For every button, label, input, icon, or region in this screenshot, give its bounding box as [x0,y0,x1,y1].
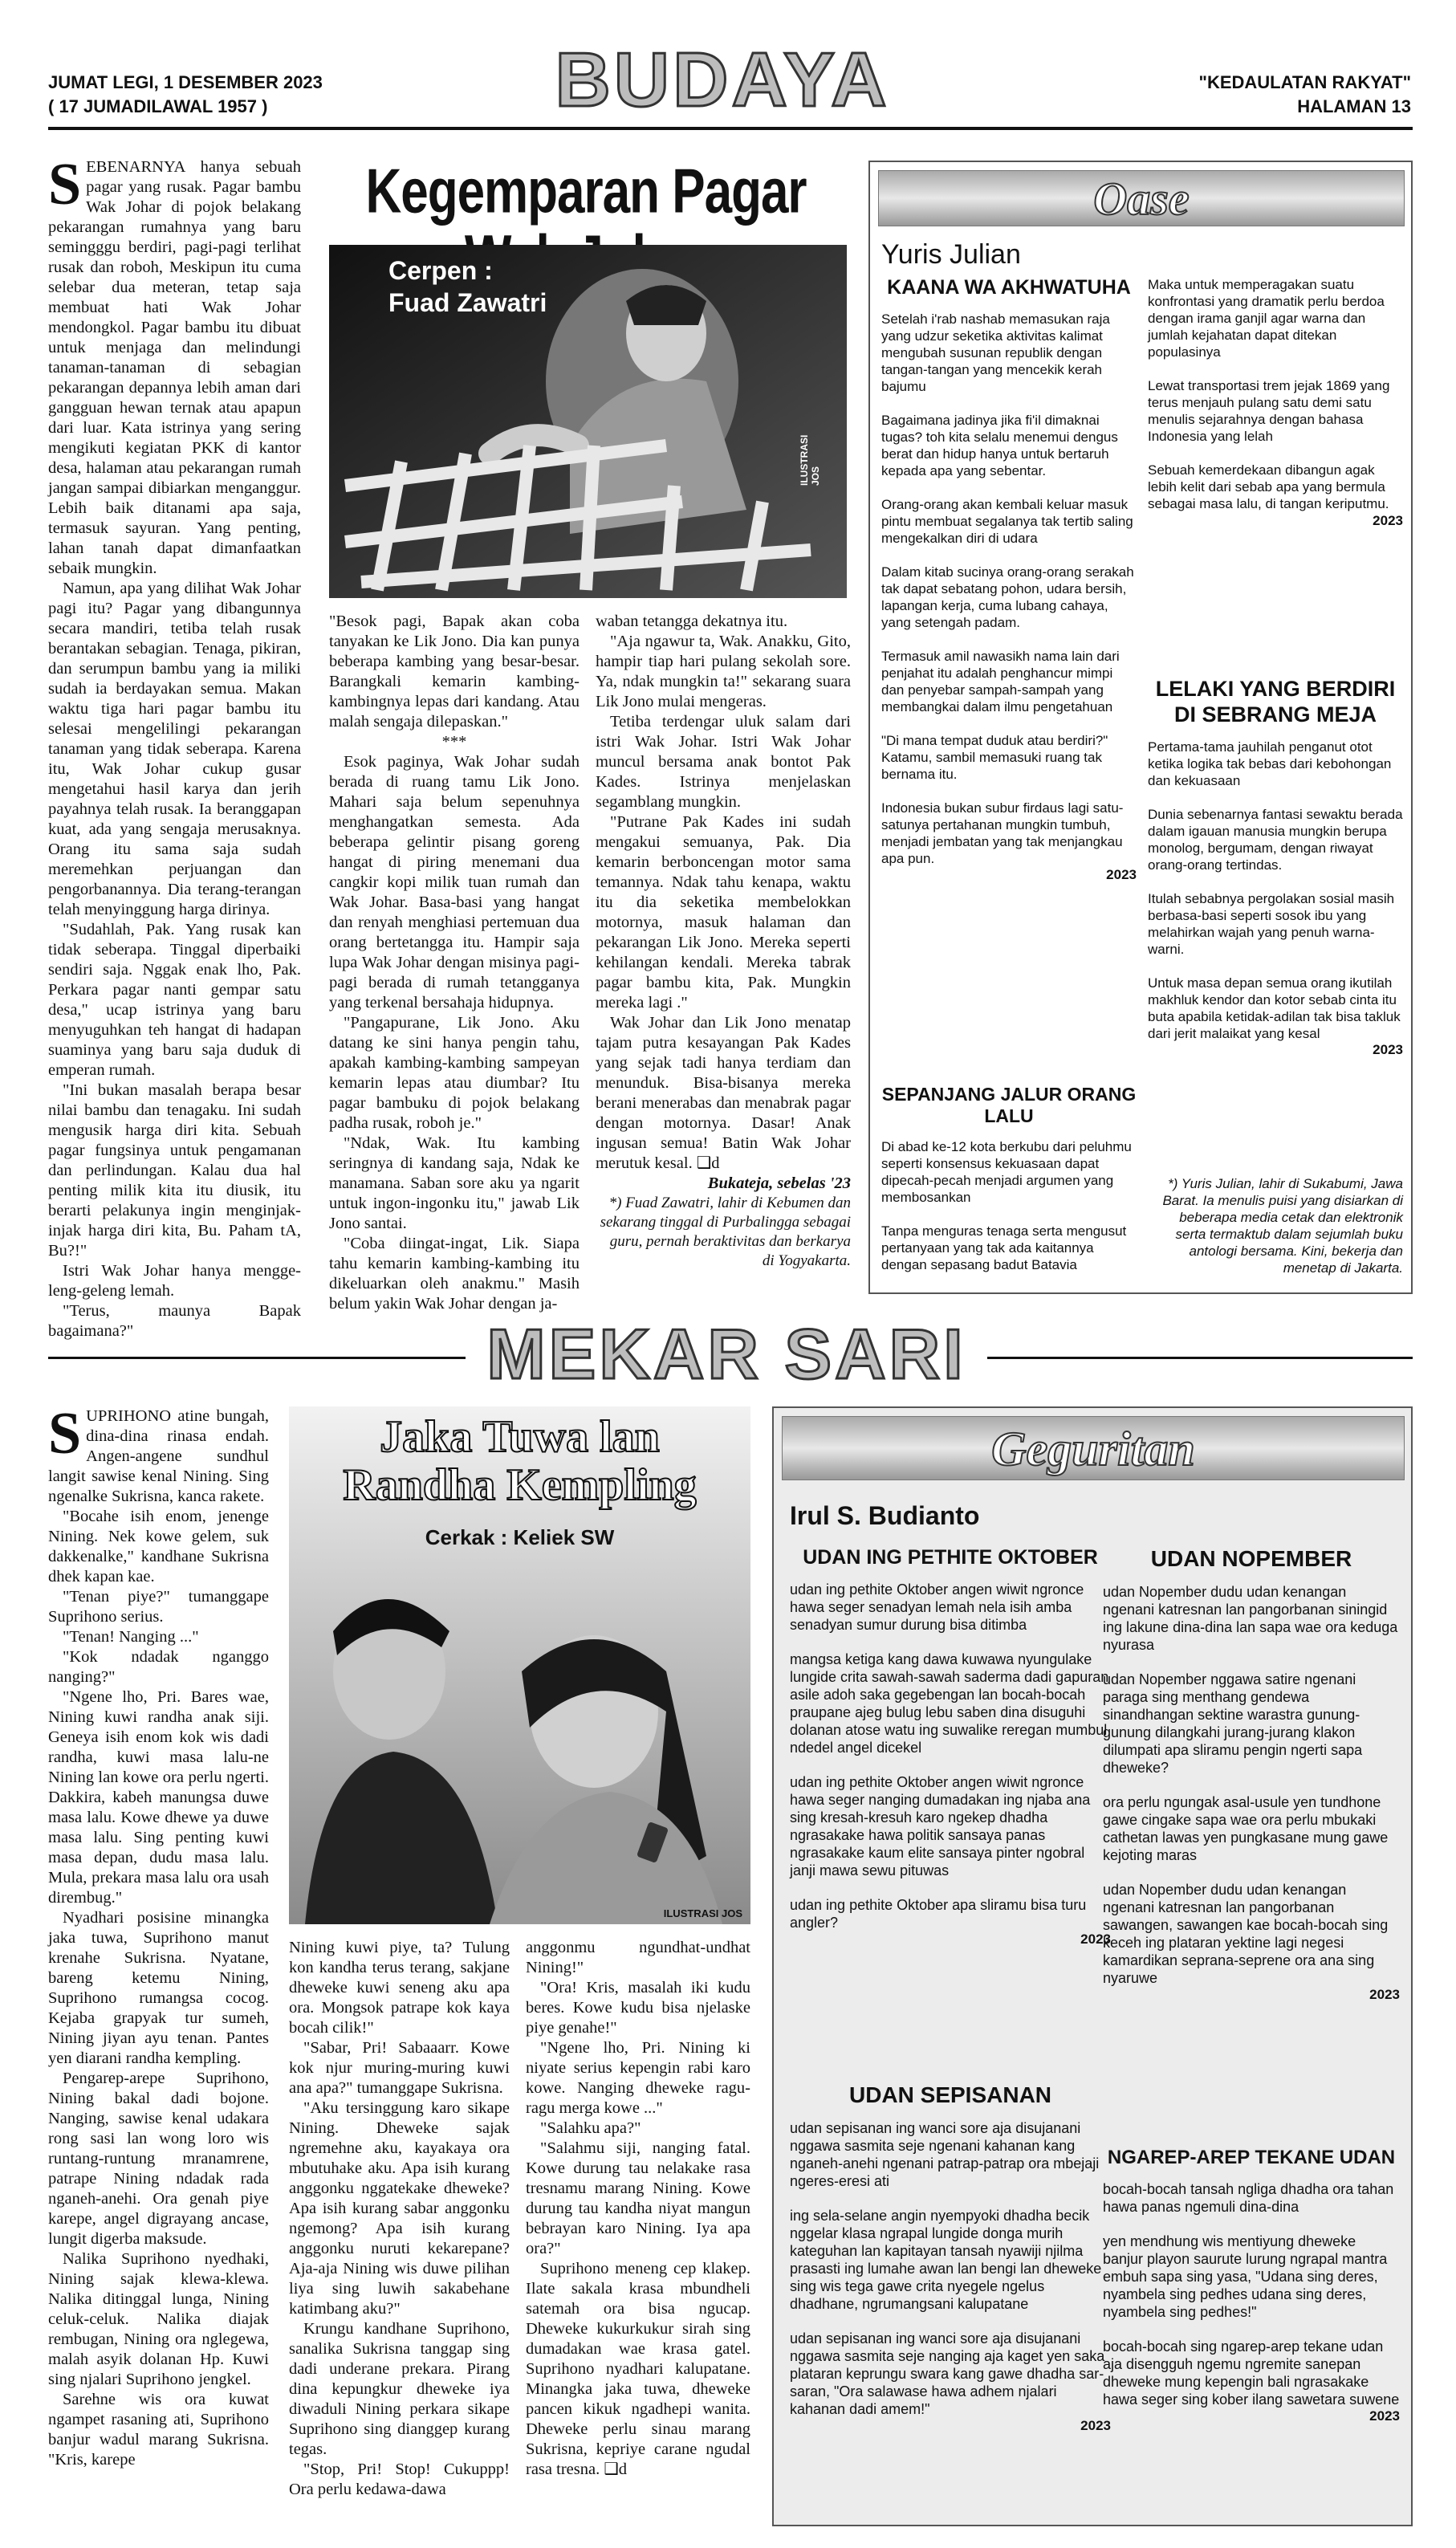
cerkak-column-3 [526,1938,750,2528]
poem-body [1103,2180,1400,2408]
poem-title: SEPANJANG JALUR ORANG LALU [881,1084,1137,1126]
scene-break: *** [441,733,467,751]
poem-stanza: Maka untuk memperagakan suatu konfrontasi yang dramatik perlu berdoa dengan irama ganjil agar warna dan jumlah kejahatan dapat ditekan populasinya [1148,277,1385,360]
poem-stanza: mangsa ketiga kang dawa kuwawa nyungulake lungide crita sawah-sawah saderma dadi gapuran asile adoh saka gegebengan lan bocah-bocah praupane ajeg bulug lebu saben dina disuguhi dolanan atose watu ing suwalike reregan mumbul ndedel angel dicekel [790,1651,1109,1756]
cerpen-title: Kegemparan Pagar [365,157,807,226]
poem-year: 2023 [1080,2418,1111,2433]
cerpen-paragraph: Wak Johar dan Lik Jono menatap tajam putra kesayangan Pak Kades yang sejak tadi hanya terdiam dan menunduk. Bisa-bisanya mereka berani menerabas dan menabrak pagar dengan motornya. Dasar! Anak ingusan semua! Batin Wak Johar merutuk kesal. ❑d [596,1014,851,1172]
poem-stanza: udan sepisanan ing wanci sore aja disujanani nggawa sasmita seje nanging aja kaget yen saka plataran keprungu swara kang gawe dhadha sar-saran, "Ora salawase hawa adhem njalari kahanan dadi amem!" [790,2330,1105,2417]
oase-poet-bio: *) Yuris Julian, lahir di Sukabumi, Jawa Barat. Ia menulis puisi yang disiarkan di beberapa media cetak dan elektronik serta termaktub dalam sejumlah buku antologi bersama. Kini, bekerja dan menetap di Jakarta. [1162,1176,1403,1276]
cerpen-paragraph: waban tetangga dekatnya itu. [596,613,788,630]
geguritan-poem-4 [1103,2147,1400,2424]
cerkak-paragraph: "Kok ndadak nganggo nanging?" [48,1648,269,1686]
geguritan-poem-1 [790,1546,1111,1948]
geguritan-poem-2 [1103,1546,1400,2003]
poem-title: UDAN ING PETHITE OKTOBER [803,1546,1098,1569]
poem-title: UDAN SEPISANAN [848,2082,1052,2107]
oase-poem-3 [1148,676,1403,1058]
issue-date [48,71,323,119]
poem-stanza: "Di mana tempat duduk atau berdiri?" Katamu, sambil memasuki ruang tak bernama itu. [881,733,1108,782]
poem-stanza: bocah-bocah sing ngarep-arep tekane udan aja disengguh ngemu ngremite sanepan dheweke mung kepengin bali ngrasakake hawa seger sing kober ilang sawetara suwene [1103,2338,1400,2408]
poem-year: 2023 [1080,1931,1111,1947]
poem-title: NGAREP-AREP TEKANE UDAN [1107,2147,1396,2168]
cerpen-paragraph: "Ini bukan masalah berapa besar nilai bambu dan tenagaku. Ini sudah mengusik harga diri kita. Sebuah pagar fungsinya untuk pengamanan dan perlindungan. Kalau dua hal penting milik kita itu diusik, itu berarti pelakunya ingin menginjak-injak harga diri kita, Bu. Paham tA, Bu?!" [48,1081,301,1260]
geguritan-box [772,1406,1413,2526]
cerpen-paragraph: "Pangapurane, Lik Jono. Aku datang ke sini hanya pengin tahu, apakah kambing-kambing sampeyan kemarin lepas atau diumbar? Itu pagar bambuku di pojok belakang padha rusak, roboh je." [329,1014,580,1132]
cerkak-paragraph: Sarehne wis ora kuwat ngampet rasaning ati, Suprihono banjur wadul marang Sukrisna. "Kris, karepe [48,2391,269,2469]
poem-body [1103,1583,1400,1987]
geguritan-banner-title: Geguritan [991,1423,1195,1475]
poem-stanza: yen mendhung wis mentiyung dheweke banjur playon saurute lurung ngrapal mantra embuh sapa sing yasa, "Udana sing deres, nyambela sing pedhes udana sing deres, nyambela sing pedhes!" [1103,2233,1388,2320]
illustration-credit: ILUSTRASI JOS [799,434,821,486]
oase-poet-name: Yuris Julian [881,239,1021,270]
poem-body [881,311,1137,867]
cerkak-paragraph: "Tenan piye?" tumanggape Suprihono serius. [48,1588,269,1626]
cerkak-title-line-2: Randha Kempling [343,1460,697,1510]
oase-poem-2 [881,1084,1137,1284]
poem-year: 2023 [1373,1042,1403,1057]
poem-stanza: udan ing pethite Oktober apa sliramu bisa turu angler? [790,1897,1087,1931]
cerpen-paragraph: "Coba diingat-ingat, Lik. Siapa tahu kemarin kambing-kambing itu dikeluarkan oleh anakmu." Masih belum yakin Wak Johar dengan ja- [329,1235,580,1313]
cerkak-paragraph: Nyadhari posisine minangka jaka tuwa, Suprihono manut krenahe Sukrisna. Nyatane, bareng ketemu Nining, Suprihono rumangsa cocog. Kejaba grapyak tur sumeh, Nining jiyan ayu tenan. Pantes yen diarani randha kempling. [48,1909,269,2067]
hijri-date: ( 17 JUMADILAWAL 1957 ) [48,96,268,116]
poem-stanza: udan sepisanan ing wanci sore aja disujanani nggawa sasmita seje ngenani kahanan kang nganeh-anehi ngenani patrap-patrap ora mbejaji ngeres-eresi ati [790,2120,1100,2189]
poem-title: LELAKI YANG BERDIRI DI SEBRANG MEJA [1155,677,1396,727]
cerpen-paragraph: "Terus, maunya Bapak bagaimana?" [48,1302,301,1340]
oase-banner-title: Oase [1093,173,1190,225]
poem-stanza: udan ing pethite Oktober angen wiwit ngronce hawa seger senadyan lemah nela isih amba senadyan sumur durung bisa ditimba [790,1581,1084,1633]
cerpen-paragraph: "Aja ngawur ta, Wak. Anakku, Gito, hampir tiap hari pulang sekolah sore. Ya, ndak mungkin ta!" sekarang suara Lik Jono mulai mengeras. [596,633,851,710]
cerkak-paragraph: "Bocahe isih enom, jenenge Nining. Nek kowe gelem, suk dakkenalke," kandhane Sukrisna dhek kapan kae. [48,1508,269,1585]
poem-stanza: udan Nopember dudu udan kenangan ngenani katresnan lan pangorbanan siningid ing lakune dina-dina lan sapa wae ora keduga nyurasa [1103,1584,1398,1653]
cerkak-paragraph: "Ngene lho, Pri. Bares wae, Nining kuwi randha anak siji. Geneya isih enom kok wis dadi randha, kuwi masa lalu-ne Nining lan kowe ora perlu ngerti. Dakkira, kabeh manungsa duwe masa lalu. Kowe dhewe ya duwe masa lalu. Sing penting kuwi masa depan, dudu masa lalu. Mula, prekara masa lalu ora usah dirembug." [48,1688,269,1907]
poem-stanza: udan Nopember dudu udan kenangan ngenani katresnan lan pangorbanan sawangen, sawangen kae bocah-bocah sing keceh ing plataran yektine lagi negesi kamardikan seprana-seprene ora ana sing nyaruwe [1103,1882,1389,1986]
oase-poem-1 [881,276,1137,883]
poem-body [790,1581,1111,1931]
header-rule [48,127,1413,130]
poem-stanza: bocah-bocah tansah ngliga dhadha ora tahan hawa panas ngemuli dina-dina [1103,2181,1394,2215]
geguritan-poem-3 [790,2082,1111,2434]
cerkak-paragraph: "Salahku apa?" [540,2119,641,2137]
cerkak-byline: Cerkak : Keliek SW [425,1525,615,1549]
cerkak-paragraph: "Ngene lho, Pri. Nining ki niyate serius kepengin rabi karo kowe. Nanging dheweke ragu-ragu merga kowe ..." [526,2039,750,2117]
poem-stanza: udan ing pethite Oktober angen wiwit ngronce hawa seger nanging dumadakan ing njaba ana sing kresah-kresuh karo ngekep dhadha ngrasakake hawa politik sansaya panas ngrasakake kaum elite sansaya pinter ngobral janji mawa sewu pituwas [790,1774,1091,1878]
paper-info [1199,71,1411,119]
page-number: HALAMAN 13 [1297,96,1411,116]
poem-year: 2023 [1369,1987,1400,2002]
cerkak-title [289,1413,750,1509]
cerkak-paragraph: Pengarep-arepe Suprihono, Nining bakal dadi bojone. Nanging, sawise kenal udakara rong sasi lan wong loro wis runtang-runtung mranamrene, patrape Nining ndadak rada nganeh-anehi. Ora genah piye karepe, angel digrayang ancase, lungit digerba maksude. [48,2070,269,2248]
cerpen-paragraph: Esok paginya, Wak Johar sudah berada di ruang tamu Lik Jono. Mahari saja belum sepenuhnya menghangatkan semesta. Ada beberapa gelintir pisang goreng hangat di piring menemani dua cangkir kopi milik tuan rumah dan Wak Johar. Basa-basi yang hangat dan renyah menghiasi pertemuan dua orang bertetangga itu. Hampir saja lupa Wak Johar dengan misinya pagi-pagi berada di rumah tetangganya yang terkenal bersahaja hidupnya. [329,753,580,1011]
cerpen-paragraph: SEBENARNYA hanya sebuah pagar yang rusak. Pagar bambu Wak Johar di pojok belakang pekarangan rumahnya yang baru semingggu berdiri, pagi-pagi terlihat rusak dan roboh, Meskipun itu cuma selebar dua meteran, tetap saja membuat hati Wak Johar mendongkol. Pagar bambu itu dibuat untuk menjaga dan melindungi tanaman-tanaman di sebagian pekarangan depannya lebih aman dari gangguan hewan ternak atau apapun dari luar. Kata istrinya yang sering mengikuti kegiatan PKK di kantor desa, halaman atau pekarangan rumah jangan sampai dibiarkan menganggur. Lebih baik ditanami apa saja, termasuk sayuran. Yang penting, lahan tanah dapat dimanfaatkan sebaik mungkin. [48,152,301,577]
mekar-rule-right [987,1357,1413,1359]
cerkak-paragraph: "Salahmu siji, nanging fatal. Kowe durung tau nelakake rasa tresnamu marang Nining. Kowe durung tau kandha niyat mangun bebrayan karo Nining. Iya apa ora?" [526,2139,750,2257]
cerkak-paragraph: "Aku tersinggung karo sikape Nining. Dheweke sajak ngremehne aku, kayakaya ora mbutuhake aku. Apa isih kurang anggonku nggatekake dheweke? Apa isih kurang sabar anggonku ngemong? Apa isih kurang anggonku nuruti kekarepane? Aja-aja Nining wis duwe pilihan liya sing luwih sakabehane katimbang aku?" [289,2099,510,2318]
poem-stanza: Pertama-tama jauhilah penganut otot ketika logika tak bebas dari kebohongan dan kekuasaan [1148,739,1392,788]
cerkak-paragraph: Suprihono meneng cep klakep. Ilate sakala krasa mbundheli satemah ora bisa ngucap. Dheweke kukurkukur sirah sing dumadakan wae krasa gatel. Suprihono nyadhari kalupatane. Minangka jaka tuwa, dheweke pancen kikuk ngadhepi wanita. Dheweke perlu sinau marang Sukrisna, kepriye carane ngudal rasa tresna. ❑d [526,2260,750,2478]
cerkak-paragraph: SUPRIHONO atine bungah, dina-dina rinasa endah. Angen-angene sundhul langit sawise kenal Nining. Sing ngenalke Sukrisna, kanca rakete. [48,1401,269,1505]
illustration-credit: ILUSTRASI JOS [663,1907,742,1919]
cerkak-paragraph: anggonmu ngundhat-undhat Nining!" [526,1939,750,1976]
cerpen-column-2 [329,612,580,1313]
poem-body [1148,739,1403,1042]
poem-title: KAANA WA AKHWATUHA [887,276,1131,299]
geguritan-banner [782,1416,1405,1480]
cerpen-paragraph: "Putrane Pak Kades ini sudah mengakui semuanya, Pak. Dia kemarin berboncengan motor sama temannya. Ndak tahu kenapa, waktu itu dia seketika membelokkan motornya, masuk halaman dan pekarangan Lik Jono. Mereka seperti kehilangan kendali. Mereka tabrak pagar bambu kita, Pak. Mungkin mereka lagi ." [596,813,851,1011]
cerkak-column-2 [289,1938,510,2528]
poem-stanza: ora perlu ngungak asal-usule yen tundhone gawe cingake sapa wae ora perlu mbukaki cathetan lawas yen pungkasane mung gawe kejoting maras [1103,1794,1389,1863]
cerkak-paragraph: "Tenan! Nanging ..." [63,1628,199,1646]
poem-stanza: Lewat transportasi trem jejak 1869 yang terus menjauh pulang satu demi satu menulis sejarahnya dengan bahasa Indonesia yang lelah [1148,378,1390,444]
cerpen-column-1 [48,152,301,1340]
cerkak-paragraph: "Sabar, Pri! Sabaaarr. Kowe kok njur muring-muring kuwi ana apa?" tumanggape Sukrisna. [289,2039,510,2097]
cerpen-genre: Cerpen : [388,256,493,285]
cerkak-illustration [289,1406,750,1924]
poem-year: 2023 [1369,2408,1400,2424]
cerpen-signature: Bukateja, sebelas '23 [707,1174,851,1192]
poem-year: 2023 [1373,513,1403,528]
cerpen-paragraph: "Sudahlah, Pak. Yang rusak kan tidak seberapa. Tinggal diperbaiki sendiri saja. Nggak enak lho, Pak. Perkara pagar nanti gempar satu desa," ucap istrinya yang baru menyuguhkan teh hangat di hadapan suaminya yang baru saja duduk di emperan rumah. [48,921,301,1079]
section-title-budaya: BUDAYA [555,37,890,123]
mekar-rule-left [48,1357,466,1359]
paper-name: "KEDAULATAN RAKYAT" [1198,72,1411,92]
cerpen-paragraph: Namun, apa yang dilihat Wak Johar pagi itu? Pagar yang dibangunnya secara mandiri, tetiba telah rusak berantakan sebagian. Tenaga, pikiran, dan serumpun bambu yang ia miliki sudah ia berdayakan semua. Makan waktu tiga hari pagar bambu itu selesai mengelilingi pekarangan tanaman yang tidak seberapa. Karena itu, Wak Johar cukup gusar mengetahui hasil karya dan jerih payahnya telah rusak. Ia beranggapan kuat, ada yang sengaja merusaknya. Orang itu sama saja sudah meremehkan perjuangan dan pengorbanannya. Dia terang-terangan telah menyinggung harga dirinya. [48,580,301,918]
poem-stanza: Orang-orang akan kembali keluar masuk pintu membuat segalanya tak tertib saling mengekalkan diri di udara [881,497,1133,546]
section-title-mekar-sari: MEKAR SARI [486,1314,966,1394]
cerpen-paragraph: "Ndak, Wak. Itu kambing seringnya di kandang saja, Ndak ke manamana. Saban sore aku ya ngarit untuk ingon-ingonku itu," jawab Lik Jono santai. [329,1134,580,1232]
poem-stanza: Sebuah kemerdekaan dibangun agak lebih kelit dari sebab apa yang bermula sebagai masa lalu, di tangan keriputmu. [1148,462,1389,511]
poem-stanza: Dalam kitab sucinya orang-orang serakah tak dapat sebatang pohon, udara bersih, lapangan kerja, cuma lubang cahaya, yang setengah padam. [881,564,1134,630]
poem-title: UDAN NOPEMBER [1150,1546,1352,1571]
oase-box [868,161,1413,1294]
poem-stanza: Untuk masa depan semua orang ikutilah makhluk kendor dan kotor sebab cinta itu buta apabila ketidak-adilan tak bisa takluk dari jerit malaikat yang kesal [1148,975,1401,1041]
oase-banner [878,170,1405,226]
cerpen-author-bio: *) Fuad Zawatri, lahir di Kebumen dan sekarang tinggal di Purbalingga sebagai guru, pernah beraktivitas dan berkarya di Yogyakarta. [600,1195,851,1269]
poem-stanza: Setelah i'rab nashab memasukan raja yang udzur seketika aktivitas kalimat mengubah susunan republik dengan tangan-tangan yang mencekik kerah bajumu [881,311,1110,394]
poem-stanza: Itulah sebabnya pergolakan sosial masih berbasa-basi seperti sosok ibu yang melahirkan wajah yang penuh warna-warni. [1148,891,1395,957]
poem-stanza: Bagaimana jadinya jika fi'il dimaknai tugas? toh kita selalu menemui dengus berat dan hidup hanya untuk bertaruh kepada apa yang sebentar. [881,413,1118,478]
cerpen-illustration [329,245,847,598]
cerkak-paragraph: "Ora! Kris, masalah iki kudu beres. Kowe kudu bisa njelaske piye genahe!" [526,1979,750,2037]
oase-poem-2-continued [1148,276,1403,529]
masehi-date: JUMAT LEGI, 1 DESEMBER 2023 [48,72,323,92]
cerpen-author: Fuad Zawatri [388,288,547,317]
poem-stanza: Tanpa menguras tenaga serta mengusut pertanyaan yang tak ada kaitannya dengan sepasang badut Batavia [881,1223,1127,1272]
poem-stanza: udan Nopember nggawa satire ngenani paraga sing menthang gendewa sinandhangan sektine warastra gunung-gunung dilangkahi jurang-jurang klakon dilumpati apa sliramu pengin ngerti sapa dheweke? [1103,1671,1363,1776]
cerkak-column-1 [48,1401,269,2526]
cerkak-paragraph: "Stop, Pri! Stop! Cukuppp! Ora perlu kedawa-dawa [289,2460,510,2498]
poem-stanza: Dunia sebenarnya fantasi sewaktu berada dalam igauan manusia mungkin berupa monolog, bergumam, dengan riwayat orang-orang tertindas. [1148,807,1403,873]
cerpen-paragraph: "Besok pagi, Bapak akan coba tanyakan ke Lik Jono. Dia kan punya beberapa kambing yang besar-besar. Barangkali kemarin kambing-kambingnya lepas dari kandang. Atau malah sengaja dilepaskan." [329,613,580,731]
poem-body [881,1138,1137,1273]
poem-stanza: Indonesia bukan subur firdaus lagi satu-satunya pertahanan mungkin tumbuh, menjadi jembatan yang tak menjangkau apa pun. [881,800,1124,866]
poem-stanza: Di abad ke-12 kota berkubu dari peluhmu seperti konsensus kekuasaan dapat dipecah-pecah menjadi argumen yang membosankan [881,1139,1132,1205]
cerpen-paragraph: Istri Wak Johar hanya mengge-leng-geleng lemah. [48,1262,301,1300]
poem-year: 2023 [1106,867,1137,882]
cerpen-column-3 [596,612,851,1190]
poem-body [790,2119,1111,2418]
cerpen-paragraph: Tetiba terdengar uluk salam dari istri Wak Johar. Istri Wak Johar muncul bersama anak bontot Pak Kades. Istrinya menjelaskan segamblang mungkin. [596,713,851,811]
poem-stanza: Termasuk amil nawasikh nama lain dari penjahat itu adalah penghancur mimpi dan penyebar sampah-sampah yang membangkai dalam ilmu pengetahuan [881,649,1120,714]
cerkak-paragraph: Nalika Suprihono nyedhaki, Nining sajak klewa-klewa. Nalika ditinggal lunga, Nining celuk-celuk. Nalika diajak rembugan, Nining ora nglegewa, malah asyik dolanan Hp. Kuwi sing njalari Suprihono jengkel. [48,2250,269,2388]
cerkak-paragraph: Krungu kandhane Suprihono, sanalika Sukrisna tanggap sing dadi underane prekara. Pirang dina kepungkur dheweke iya diwaduli Nining perkara sikape Suprihono sing dianggep kurang tegas. [289,2320,510,2458]
poem-stanza: ing sela-selane angin nyempyoki dhadha becik nggelar klasa ngrapal lungide donga murih kateguhan lan kapitayan tansah nyawiji njilma prasasti ing lumahe awan lan bengi lan dheweke sing wis tega gawe crita nyegele ngelus dhadhane, ngrumangsani kalupatane [790,2208,1102,2312]
cerkak-title-line-1: Jaka Tuwa lan [380,1412,660,1462]
cerkak-paragraph: Nining kuwi piye, ta? Tulung kon kandha terus terang, sakjane dheweke kuwi seneng aku apa ora. Mongsok patrape kok kaya bocah cilik!" [289,1939,510,2037]
cerpen-byline [388,254,547,319]
geguritan-poet-name: Irul S. Budianto [790,1501,980,1530]
